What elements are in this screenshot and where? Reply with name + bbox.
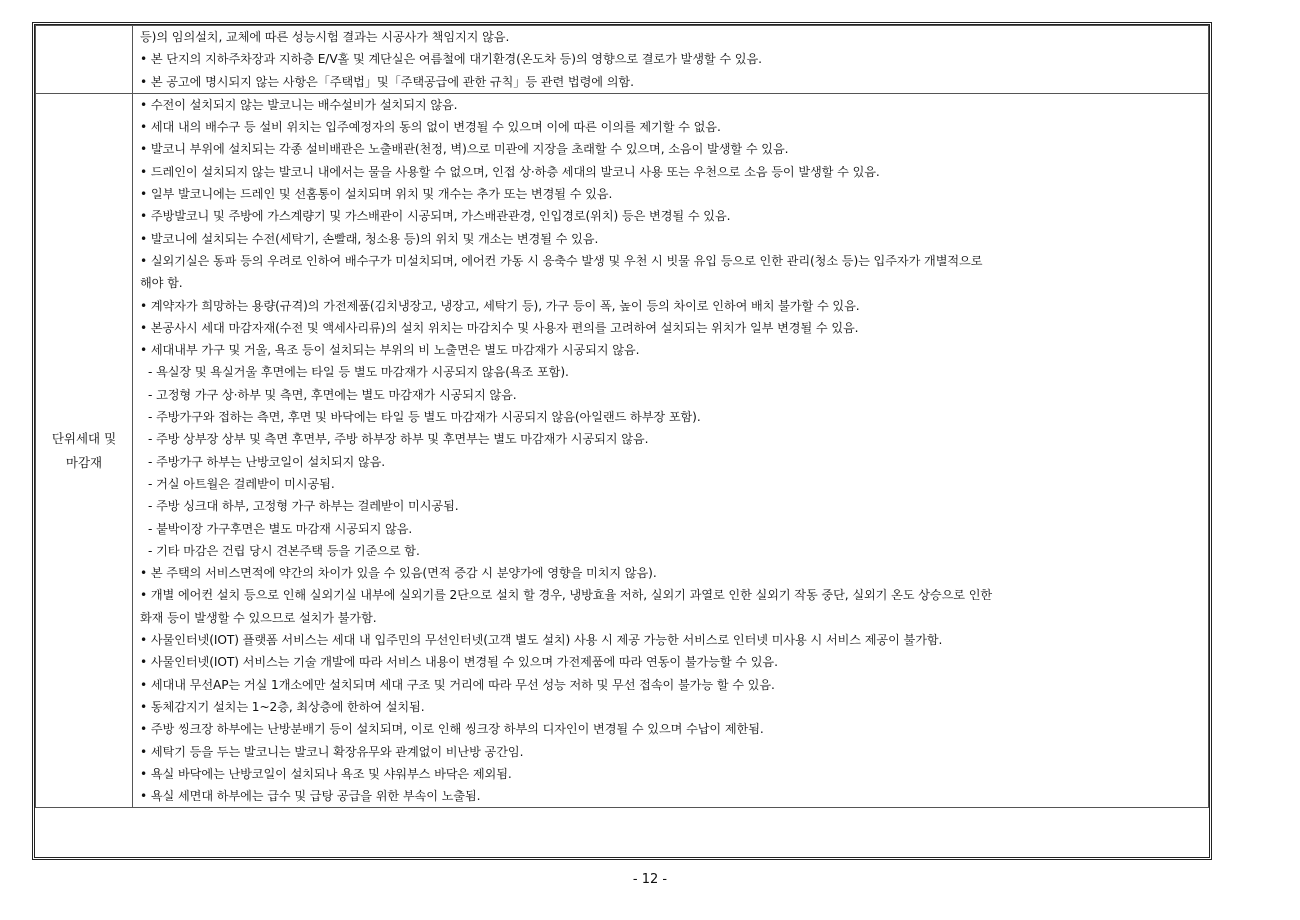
sub-item-line: - 붙박이장 가구후면은 별도 마감재 시공되지 않음.: [148, 521, 413, 536]
sub-item-line: - 거실 아트월은 걸레받이 미시공됨.: [148, 476, 335, 491]
document-frame: [32, 22, 1212, 860]
text-line: • 동체감지기 설치는 1~2층, 최상층에 한하여 설치됨.: [140, 699, 425, 714]
text-line: • 사물인터넷(IOT) 플랫폼 서비스는 세대 내 입주민의 무선인터넷(고객 별도 설치) 사용 시 제공 가능한 서비스로 인터넷 미사용 시 서비스 제공이 불가함.: [140, 633, 943, 648]
content-cell-top: [133, 26, 1209, 94]
text-line: • 사물인터넷(IOT) 서비스는 기술 개발에 따라 서비스 내용이 변경될 수 있으며 가전제품에 따라 연동이 불가능할 수 있음.: [140, 655, 778, 670]
text-line: • 본 단지의 지하주차장과 지하층 E/V홀 및 계단실은 여름철에 대기환경(온도차 등)의 영향으로 결로가 발생할 수 있음.: [140, 52, 762, 67]
category-label-line1: 단위세대 및: [51, 430, 117, 446]
text-line: • 욕실 세면대 하부에는 급수 및 급탕 공급을 위한 부속이 노출됨.: [140, 789, 481, 804]
category-cell-main: [36, 93, 133, 808]
content-cell-main: [133, 93, 1209, 808]
sub-item-line: - 주방가구와 접하는 측면, 후면 및 바닥에는 타일 등 별도 마감재가 시공되지 않음(아일랜드 하부장 포함).: [148, 410, 701, 425]
table-row-top: [36, 26, 1209, 94]
text-line: • 일부 발코니에는 드레인 및 선홈통이 설치되며 위치 및 개수는 추가 또는 변경될 수 있음.: [140, 187, 613, 202]
table-row-main: [36, 93, 1209, 808]
text-line: • 실외기실은 동파 등의 우려로 인하여 배수구가 미설치되며, 에어컨 가동 시 응축수 발생 및 우천 시 빗물 유입 등으로 인한 관리(청소 등)는 입주자가 개별적으로: [140, 253, 983, 268]
text-line: • 발코니 부위에 설치되는 각종 설비배관은 노출배관(천정, 벽)으로 미관에 지장을 초래할 수 있으며, 소음이 발생할 수 있음.: [140, 142, 789, 157]
text-line: • 본공사시 세대 마감자재(수전 및 액세사리류)의 설치 위치는 마감치수 및 사용자 편의를 고려하여 설치되는 위치가 일부 변경될 수 있음.: [140, 320, 859, 335]
page-number: - 12 -: [632, 872, 668, 887]
text-line: • 발코니에 설치되는 수전(세탁기, 손빨래, 청소용 등)의 위치 및 개소는 변경될 수 있음.: [140, 231, 599, 246]
sub-item-line: - 기타 마감은 건립 당시 견본주택 등을 기준으로 함.: [148, 543, 420, 558]
text-line: • 본 공고에 명시되지 않는 사항은「주택법」및「주택공급에 관한 규칙」등 관련 법령에 의함.: [140, 74, 634, 89]
text-line: • 수전이 설치되지 않는 발코니는 배수설비가 설치되지 않음.: [140, 97, 458, 112]
text-line: • 드레인이 설치되지 않는 발코니 내에서는 물을 사용할 수 없으며, 인접 상·하층 세대의 발코니 사용 또는 우천으로 소음 등이 발생할 수 있음.: [140, 164, 880, 179]
text-line: • 세대 내의 배수구 등 설비 위치는 입주예정자의 동의 없이 변경될 수 있으며 이에 따른 이의를 제기할 수 없음.: [140, 120, 721, 135]
text-line: • 개별 에어컨 설치 등으로 인해 실외기실 내부에 실외기를 2단으로 설치 할 경우, 냉방효율 저하, 실외기 과열로 인한 실외기 작동 중단, 실외기 온도 상승으로 인한: [140, 588, 993, 603]
sub-item-line: - 욕실장 및 욕실거울 후면에는 타일 등 별도 마감재가 시공되지 않음(욕조 포함).: [148, 365, 569, 380]
text-line: • 본 주택의 서비스면적에 약간의 차이가 있을 수 있음(면적 증감 시 분양가에 영향을 미치지 않음).: [140, 566, 657, 581]
text-line: 화재 등이 발생할 수 있으므로 설치가 불가함.: [140, 610, 377, 625]
sub-item-line: - 주방가구 하부는 난방코일이 설치되지 않음.: [148, 454, 386, 469]
text-line: 등)의 임의설치, 교체에 따른 성능시험 결과는 시공사가 책임지지 않음.: [140, 30, 510, 44]
text-line: • 욕실 바닥에는 난방코일이 설치되나 욕조 및 샤워부스 바닥은 제외됨.: [140, 766, 512, 781]
category-cell-top: [36, 26, 133, 94]
sub-item-line: - 고정형 가구 상·하부 및 측면, 후면에는 별도 마감재가 시공되지 않음.: [148, 387, 517, 402]
text-line: 해야 함.: [140, 276, 183, 291]
category-label-line2: 마감재: [65, 454, 103, 470]
sub-item-line: - 주방 싱크대 하부, 고정형 가구 하부는 걸레받이 미시공됨.: [148, 499, 459, 514]
notice-table: [35, 25, 1209, 808]
text-line: • 계약자가 희망하는 용량(규격)의 가전제품(김치냉장고, 냉장고, 세탁기 등), 가구 등이 폭, 높이 등의 차이로 인하여 배치 불가할 수 있음.: [140, 298, 860, 313]
text-line: • 주방 씽크장 하부에는 난방분배기 등이 설치되며, 이로 인해 씽크장 하부의 디자인이 변경될 수 있으며 수납이 제한됨.: [140, 722, 764, 737]
text-line: • 세탁기 등을 두는 발코니는 발코니 확장유무와 관계없이 비난방 공간임.: [140, 744, 524, 759]
text-line: • 세대내부 가구 및 거울, 욕조 등이 설치되는 부위의 비 노출면은 별도 마감재가 시공되지 않음.: [140, 343, 640, 358]
text-line: • 주방발코니 및 주방에 가스계량기 및 가스배관이 시공되며, 가스배관관경, 인입경로(위치) 등은 변경될 수 있음.: [140, 209, 731, 224]
text-line: • 세대내 무선AP는 거실 1개소에만 설치되며 세대 구조 및 거리에 따라 무선 성능 저하 및 무선 접속이 불가능 할 수 있음.: [140, 677, 775, 692]
sub-item-line: - 주방 상부장 상부 및 측면 후면부, 주방 하부장 하부 및 후면부는 별도 마감재가 시공되지 않음.: [148, 432, 649, 447]
